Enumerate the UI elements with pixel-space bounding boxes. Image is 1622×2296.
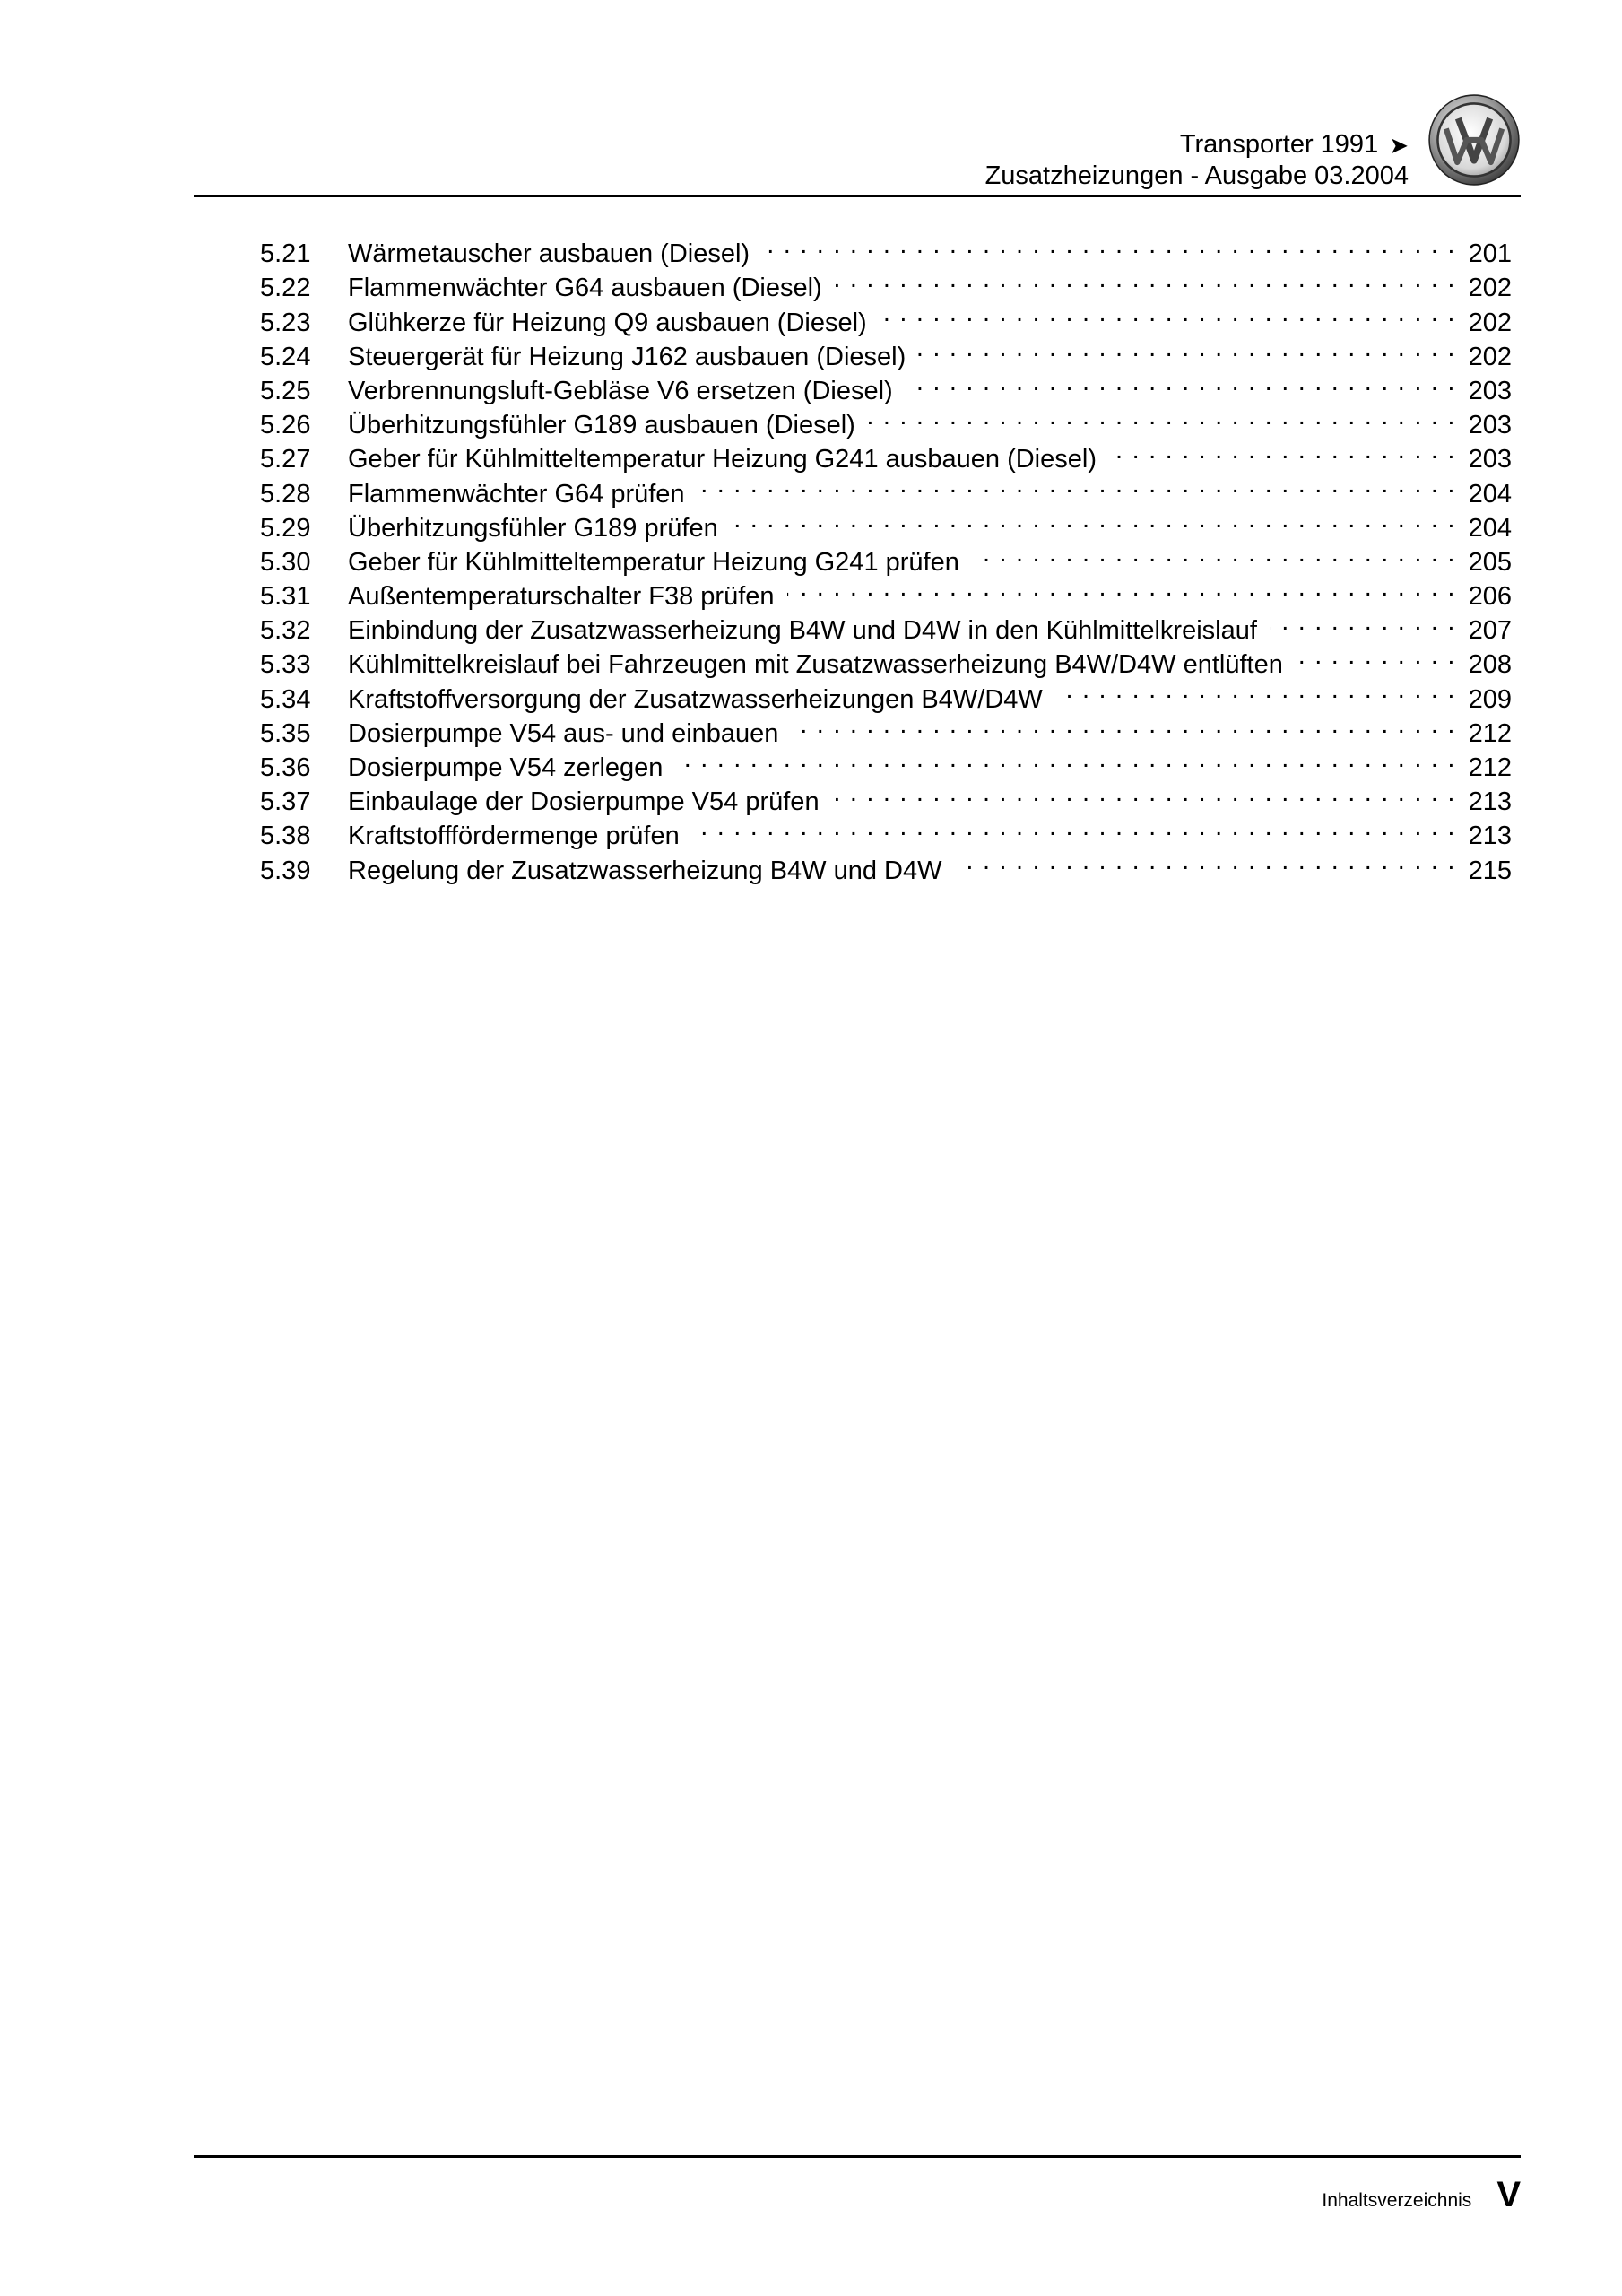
toc-page-number: 212 [1468,718,1512,748]
toc-number: 5.32 [260,616,311,646]
toc-number: 5.30 [260,547,311,577]
toc-number: 5.38 [260,822,311,851]
footer-divider [194,2155,1521,2158]
toc-title: Regelung der Zusatzwasserheizung B4W und D4W [348,856,942,885]
toc-leader [955,844,1456,878]
toc-page-number: 202 [1468,274,1512,303]
toc-leader [698,467,1456,501]
arrow-right-icon: ➤ [1389,131,1409,159]
toc-page-number: 201 [1468,239,1512,269]
toc-page-number: 215 [1468,856,1512,885]
toc-leader [835,262,1456,296]
toc-title: Überhitzungsfühler G189 ausbauen (Diesel) [348,411,855,440]
toc-number: 5.28 [260,479,311,509]
toc-leader [832,776,1456,810]
toc-number: 5.23 [260,308,311,337]
toc-leader [692,810,1456,844]
table-of-contents [260,228,1512,885]
toc-title: Verbrennungsluft-Gebläse V6 ersetzen (Diesel) [348,376,893,405]
toc-number: 5.34 [260,684,311,714]
toc-number: 5.25 [260,376,311,405]
footer-section-label: Inhaltsverzeichnis [1322,2190,1472,2211]
toc-title: Geber für Kühlmitteltemperatur Heizung G241 ausbauen (Diesel) [348,445,1097,474]
toc-page-number: 209 [1468,684,1512,714]
toc-leader [762,228,1456,262]
toc-number: 5.31 [260,582,311,612]
toc-number: 5.36 [260,753,311,782]
toc-number: 5.39 [260,856,311,885]
toc-title: Außentemperaturschalter F38 prüfen [348,582,775,612]
toc-number: 5.37 [260,787,311,817]
toc-leader [918,331,1455,365]
toc-number: 5.35 [260,718,311,748]
toc-number: 5.33 [260,650,311,680]
vw-logo-icon [1427,93,1521,187]
toc-leader [1109,433,1456,467]
toc-title: Flammenwächter G64 prüfen [348,479,685,509]
toc-title: Flammenwächter G64 ausbauen (Diesel) [348,274,822,303]
toc-title: Einbaulage der Dosierpumpe V54 prüfen [348,787,820,817]
toc-page-number: 205 [1468,547,1512,577]
toc-page-number: 207 [1468,616,1512,646]
toc-leader [787,570,1456,604]
header-subtitle: Zusatzheizungen - Ausgabe 03.2004 [984,161,1409,190]
toc-title: Kühlmittelkreislauf bei Fahrzeugen mit Zusatzwasserheizung B4W/D4W entlüften [348,650,1283,680]
toc-title: Steuergerät für Heizung J162 ausbauen (Diesel) [348,342,906,371]
toc-leader [1055,673,1456,707]
toc-title: Einbindung der Zusatzwasserheizung B4W und D4W in den Kühlmittelkreislauf [348,616,1257,646]
toc-page-number: 203 [1468,411,1512,440]
toc-page-number: 203 [1468,445,1512,474]
toc-page-number: 213 [1468,822,1512,851]
toc-number: 5.26 [260,411,311,440]
toc-leader [675,742,1455,776]
toc-leader [868,399,1456,433]
toc-title: Kraftstofffördermenge prüfen [348,822,680,851]
toc-number: 5.22 [260,274,311,303]
toc-page-number: 204 [1468,479,1512,509]
footer-page-number: V [1496,2175,1521,2214]
toc-page-number: 208 [1468,650,1512,680]
header-title: Transporter 1991 [1179,130,1379,159]
toc-leader [880,296,1456,330]
toc-title: Wärmetauscher ausbauen (Diesel) [348,239,750,269]
toc-title: Dosierpumpe V54 zerlegen [348,753,664,782]
toc-title: Kraftstoffversorgung der Zusatzwasserheizungen B4W/D4W [348,684,1043,714]
toc-number: 5.29 [260,513,311,543]
toc-leader [906,365,1456,399]
toc-leader [1296,639,1456,673]
page-header [194,90,1521,196]
toc-number: 5.21 [260,239,311,269]
toc-page-number: 206 [1468,582,1512,612]
page-footer [1322,2175,1521,2215]
header-divider [194,195,1521,197]
header-title-row [985,129,1409,161]
toc-number: 5.27 [260,445,311,474]
toc-page-number: 213 [1468,787,1512,817]
toc-page-number: 202 [1468,308,1512,337]
toc-title: Glühkerze für Heizung Q9 ausbauen (Diesel) [348,308,867,337]
toc-number: 5.24 [260,342,311,371]
toc-page-number: 202 [1468,342,1512,371]
toc-leader [791,708,1455,742]
toc-page-number: 203 [1468,376,1512,405]
toc-title: Geber für Kühlmitteltemperatur Heizung G241 prüfen [348,547,959,577]
toc-leader [1270,604,1456,639]
header-text [985,129,1409,192]
toc-title: Überhitzungsfühler G189 prüfen [348,513,718,543]
toc-entry[interactable] [260,228,1512,269]
toc-leader [731,502,1456,536]
toc-page-number: 204 [1468,513,1512,543]
toc-leader [972,536,1456,570]
toc-title: Dosierpumpe V54 aus- und einbauen [348,718,779,748]
toc-page-number: 212 [1468,753,1512,782]
